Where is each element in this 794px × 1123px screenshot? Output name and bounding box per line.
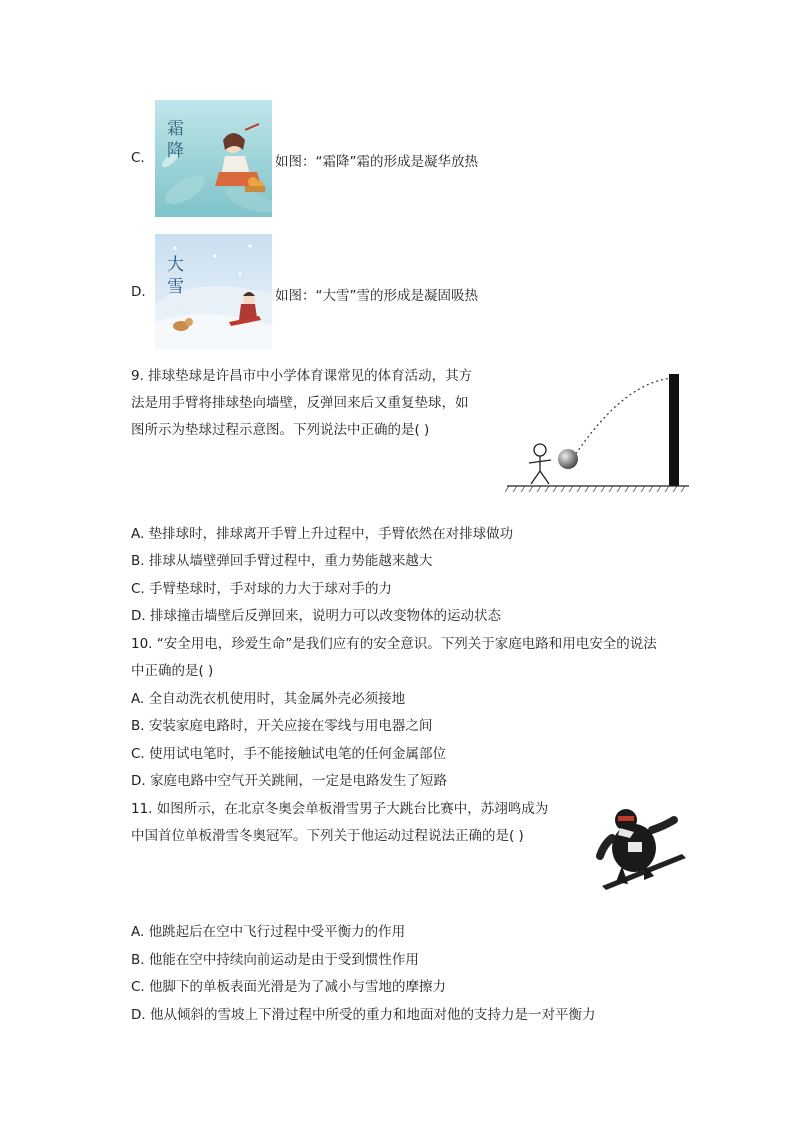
snowboarder-photo xyxy=(582,800,690,894)
q11-stem-line-2: 中国首位单板滑雪冬奥冠军。下列关于他运动过程说法正确的是( ) xyxy=(131,828,524,844)
stick-figure xyxy=(529,444,551,484)
q8-option-c-letter: C. xyxy=(131,150,145,166)
q9-stem-line-2: 法是用手臂将排球垫向墙壁，反弹回来后又重复垫球，如 xyxy=(131,395,469,411)
q11-option-b: B. 他能在空中持续向前运动是由于受到惯性作用 xyxy=(131,952,419,968)
q9-stem-line-1: 9. 排球垫球是许昌市中小学体育课常见的体育活动，其方 xyxy=(131,368,473,384)
ball-trajectory xyxy=(573,378,675,458)
q9-stem-line-3: 图所示为垫球过程示意图。下列说法中正确的是( ) xyxy=(131,422,430,438)
q9-option-a: A. 垫排球时，排球离开手臂上升过程中，手臂依然在对排球做功 xyxy=(131,526,514,542)
heavy-snow-illustration xyxy=(155,234,272,350)
q8-option-d-letter: D. xyxy=(131,284,146,300)
snow-title-char-1: 大 xyxy=(167,255,184,275)
q11-option-a: A. 他跳起后在空中飞行过程中受平衡力的作用 xyxy=(131,924,406,940)
q8-option-c-text: 如图：“霜降”霜的形成是凝华放热 xyxy=(275,154,478,170)
q11-option-d: D. 他从倾斜的雪坡上下滑过程中所受的重力和地面对他的支持力是一对平衡力 xyxy=(131,1007,596,1023)
volleyball-wall-diagram xyxy=(505,370,695,494)
q8-option-d-text: 如图：“大雪”雪的形成是凝固吸热 xyxy=(275,288,478,304)
q9-option-d: D. 排球撞击墙壁后反弹回来，说明力可以改变物体的运动状态 xyxy=(131,608,501,624)
q11-stem-line-1: 11. 如图所示，在北京冬奥会单板滑雪男子大跳台比赛中，苏翊鸣成为 xyxy=(131,801,549,817)
q10-option-d: D. 家庭电路中空气开关跳闸，一定是电路发生了短路 xyxy=(131,773,447,789)
q10-stem-line-1: 10. “安全用电，珍爱生命”是我们应有的安全意识。下列关于家庭电路和用电安全的说法 xyxy=(131,636,657,652)
q10-stem-line-2: 中正确的是( ) xyxy=(131,663,214,679)
wall xyxy=(669,374,679,486)
volleyball xyxy=(558,449,578,469)
q9-option-c: C. 手臂垫球时，手对球的力大于球对手的力 xyxy=(131,581,393,597)
frost-title-char-2: 降 xyxy=(167,141,184,161)
q9-option-b: B. 排球从墙壁弹回手臂过程中，重力势能越来越大 xyxy=(131,553,433,569)
q11-option-c: C. 他脚下的单板表面光滑是为了减小与雪地的摩擦力 xyxy=(131,979,447,995)
snow-title-char-2: 雪 xyxy=(167,277,184,297)
frost-title-char-1: 霜 xyxy=(167,119,184,139)
frost-descent-illustration xyxy=(155,100,272,217)
q10-option-a: A. 全自动洗衣机使用时，其金属外壳必须接地 xyxy=(131,691,406,707)
q10-option-c: C. 使用试电笔时，手不能接触试电笔的任何金属部位 xyxy=(131,746,447,762)
q10-option-b: B. 安装家庭电路时，开关应接在零线与用电器之间 xyxy=(131,718,433,734)
